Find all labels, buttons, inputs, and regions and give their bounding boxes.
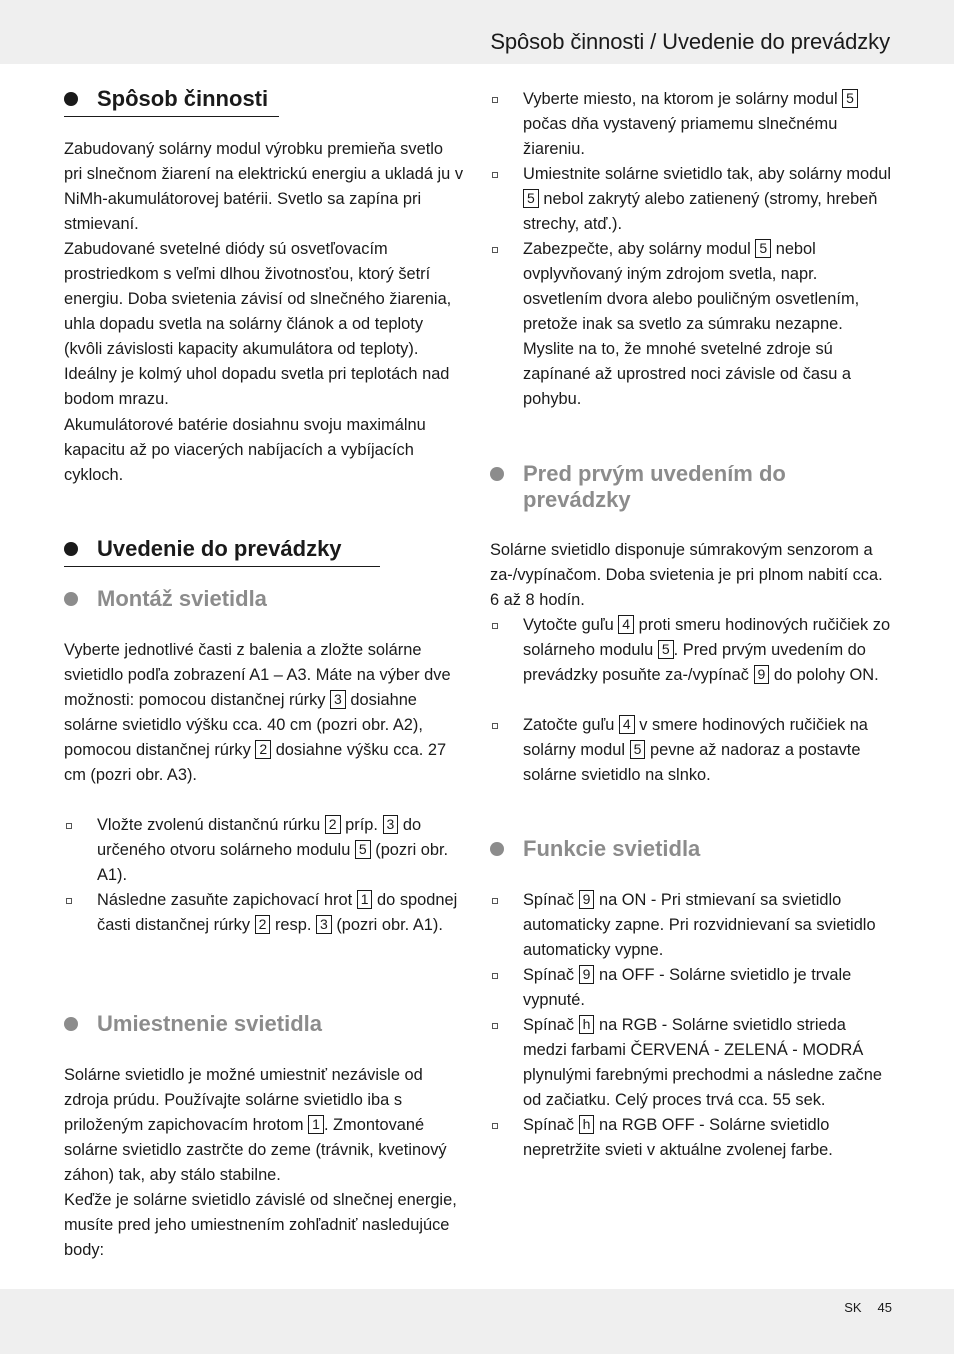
part-ref: 9 bbox=[579, 890, 595, 909]
header-bar bbox=[0, 0, 954, 64]
footer-bar bbox=[0, 1289, 954, 1354]
assembly-paragraph: Vyberte jednotlivé časti z balenia a zložte solárne svietidlo podľa zobrazení A1 – A3. Máte na výber dve možnosti: pomocou distančnej rúrky 3 dosiahne solárne svietidlo výšku cca. 40 cm (pozri obr. A2), pomocou distančnej rúrky 2 dosiahne výšku cca. 27 cm (pozri obr. A3). bbox=[64, 641, 451, 784]
subheading-bullet-icon bbox=[64, 1017, 78, 1031]
checkbox-bullet-icon bbox=[492, 898, 498, 904]
part-ref: 1 bbox=[357, 890, 373, 909]
checkbox-bullet-icon bbox=[492, 723, 498, 729]
placement-paragraph-1: Solárne svietidlo je možné umiestniť nezávisle od zdroja prúdu. Používajte solárne svietidlo iba s priloženým zapichovacím hrotom 1 . Zmontované solárne svietidlo zastrčte do zeme (trávnik, kvetinový záhon) tak, aby stálo stabilne. bbox=[64, 1066, 447, 1184]
part-ref: 5 bbox=[755, 239, 771, 258]
checkbox-bullet-icon bbox=[492, 1023, 498, 1029]
part-ref: h bbox=[579, 1015, 595, 1034]
principle-paragraph-1: Zabudovaný solárny modul výrobku premieňa svetlo pri slnečnom žiarení na elektrickú energiu a ukladá ju v NiMh-akumulátorovej batérii. Svetlo sa zapína pri stmievaní. bbox=[64, 140, 464, 233]
first-use-paragraph: Solárne svietidlo disponuje súmrakovým senzorom a za-/vypínačom. Doba svietenia je pri plnom nabití cca. 6 až 8 hodín. bbox=[490, 541, 883, 609]
heading-bullet-icon bbox=[64, 92, 78, 106]
part-ref: 5 bbox=[355, 840, 371, 859]
page-header-title: Spôsob činnosti / Uvedenie do prevádzky bbox=[490, 29, 890, 54]
part-ref: 5 bbox=[523, 189, 539, 208]
part-ref: 9 bbox=[579, 965, 595, 984]
heading-underline bbox=[64, 566, 380, 567]
subheading-bullet-icon bbox=[64, 592, 78, 606]
checkbox-bullet-icon bbox=[492, 172, 498, 178]
checkbox-bullet-icon bbox=[492, 973, 498, 979]
subheading-bullet-icon bbox=[490, 467, 504, 481]
placement-paragraph-2: Keďže je solárne svietidlo závislé od slnečnej energie, musíte pred jeho umiestnením zohľadniť nasledujúce body: bbox=[64, 1191, 457, 1259]
part-ref: 4 bbox=[619, 715, 635, 734]
principle-paragraph-2: Zabudované svetelné diódy sú osvetľovacím prostriedkom s veľmi dlhou životnosťou, ktorý šetrí energiu. Doba svietenia závisí od slnečného žiarenia, uhla dopadu svetla na solárny článok a od teploty (kvôli závislosti kapacity akumulátora od teploty). Ideálny je kolmý uhol dopadu svetla pri teplotách nad bodom mrazu. bbox=[64, 240, 452, 408]
part-ref: 1 bbox=[308, 1115, 324, 1134]
subheading-bullet-icon bbox=[490, 842, 504, 856]
part-ref: 2 bbox=[325, 815, 341, 834]
part-ref: 4 bbox=[618, 615, 634, 634]
part-ref: 5 bbox=[630, 740, 646, 759]
part-ref: 3 bbox=[330, 690, 346, 709]
part-ref: 3 bbox=[383, 815, 399, 834]
checkbox-bullet-icon bbox=[492, 623, 498, 629]
principle-paragraph-3: Akumulátorové batérie dosiahnu svoju maximálnu kapacitu až po viacerých nabíjacích a vybíjacích cykloch. bbox=[64, 416, 426, 484]
heading-principle: Spôsob činnosti bbox=[64, 86, 324, 116]
part-ref: h bbox=[579, 1115, 595, 1134]
page-number: SK 45 bbox=[844, 1300, 892, 1315]
part-ref: 3 bbox=[316, 915, 332, 934]
checkbox-bullet-icon bbox=[66, 898, 72, 904]
checkbox-bullet-icon bbox=[66, 823, 72, 829]
checkbox-bullet-icon bbox=[492, 97, 498, 103]
part-ref: 5 bbox=[842, 89, 858, 108]
part-ref: 9 bbox=[754, 665, 770, 684]
heading-bullet-icon bbox=[64, 542, 78, 556]
part-ref: 2 bbox=[255, 740, 271, 759]
part-ref: 2 bbox=[255, 915, 271, 934]
part-ref: 5 bbox=[658, 640, 674, 659]
checkbox-bullet-icon bbox=[492, 1123, 498, 1129]
checkbox-bullet-icon bbox=[492, 247, 498, 253]
heading-start: Uvedenie do prevádzky bbox=[64, 536, 394, 566]
heading-underline bbox=[64, 116, 279, 117]
